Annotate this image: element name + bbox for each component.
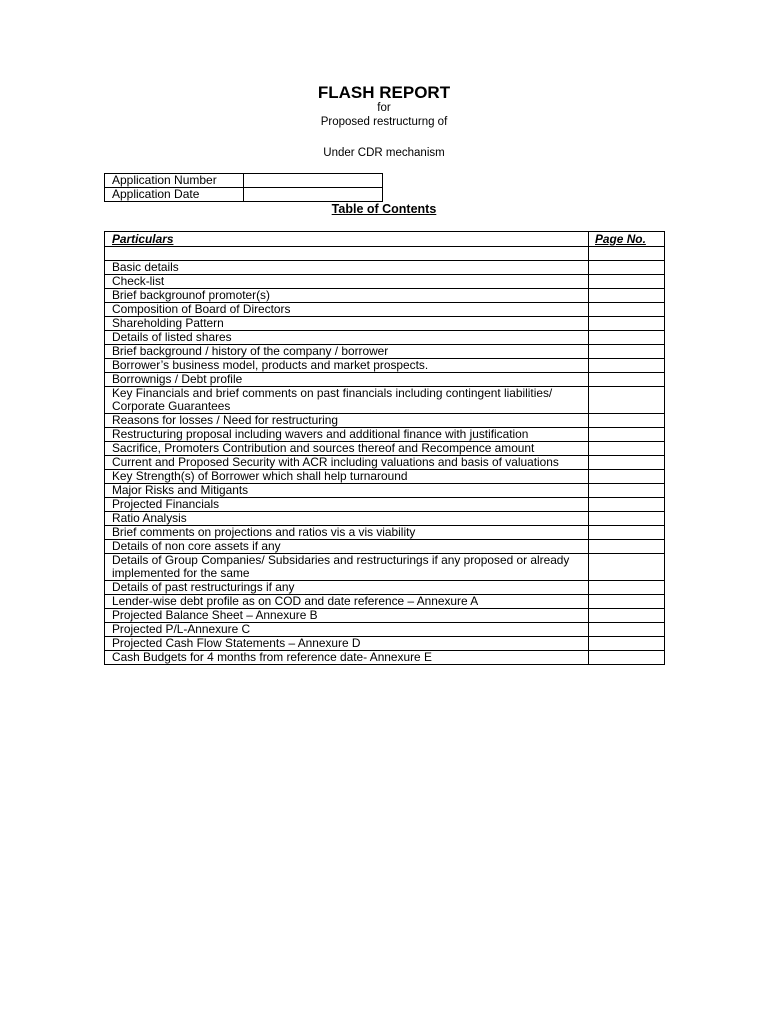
toc-item: Brief background / history of the company / borrower bbox=[105, 345, 589, 359]
subtitle-for: for bbox=[377, 102, 391, 114]
toc-item: Shareholding Pattern bbox=[105, 317, 589, 331]
toc-item: Key Financials and brief comments on past financials including contingent liabilities/ Corporate Guarantees bbox=[105, 387, 589, 414]
toc-row bbox=[105, 317, 665, 331]
toc-page-no bbox=[589, 595, 665, 609]
toc-item: Details of Group Companies/ Subsidaries and restructurings if any proposed or already implemented for the same bbox=[105, 554, 589, 581]
application-date-row bbox=[105, 188, 383, 202]
toc-header-row bbox=[105, 232, 665, 247]
page-no-header: Page No. bbox=[589, 232, 665, 247]
toc-page-no bbox=[589, 554, 665, 581]
toc-item: Brief comments on projections and ratios vis a vis viability bbox=[105, 526, 589, 540]
toc-row bbox=[105, 484, 665, 498]
toc-item: Lender-wise debt profile as on COD and date reference – Annexure A bbox=[105, 595, 589, 609]
toc-page-no bbox=[589, 331, 665, 345]
toc-page-no bbox=[589, 359, 665, 373]
toc-item: Borrownigs / Debt profile bbox=[105, 373, 589, 387]
toc-page-no bbox=[589, 261, 665, 275]
subtitle-proposed: Proposed restructurng of bbox=[320, 116, 448, 128]
toc-row bbox=[105, 456, 665, 470]
toc-item: Sacrifice, Promoters Contribution and sources thereof and Recompence amount bbox=[105, 442, 589, 456]
toc-row bbox=[105, 373, 665, 387]
toc-item: Check-list bbox=[105, 275, 589, 289]
toc-row bbox=[105, 331, 665, 345]
toc-item: Reasons for losses / Need for restructuring bbox=[105, 414, 589, 428]
toc-item: Projected P/L-Annexure C bbox=[105, 623, 589, 637]
toc-item: Basic details bbox=[105, 261, 589, 275]
toc-page-no bbox=[589, 442, 665, 456]
toc-row bbox=[105, 345, 665, 359]
toc-item: Projected Cash Flow Statements – Annexure D bbox=[105, 637, 589, 651]
toc-page-no bbox=[589, 651, 665, 665]
application-number-value[interactable] bbox=[244, 174, 383, 188]
toc-row bbox=[105, 428, 665, 442]
blank-cell bbox=[105, 247, 589, 261]
toc-page-no bbox=[589, 470, 665, 484]
toc-page-no bbox=[589, 512, 665, 526]
toc-item: Projected Financials bbox=[105, 498, 589, 512]
application-number-row bbox=[105, 174, 383, 188]
toc-page-no bbox=[589, 456, 665, 470]
toc-row bbox=[105, 581, 665, 595]
toc-item: Projected Balance Sheet – Annexure B bbox=[105, 609, 589, 623]
toc-item: Borrower’s business model, products and market prospects. bbox=[105, 359, 589, 373]
particulars-header: Particulars bbox=[105, 232, 589, 247]
toc-row bbox=[105, 540, 665, 554]
toc-page-no bbox=[589, 428, 665, 442]
toc-item: Ratio Analysis bbox=[105, 512, 589, 526]
toc-row bbox=[105, 623, 665, 637]
application-date-value[interactable] bbox=[244, 188, 383, 202]
toc-row bbox=[105, 637, 665, 651]
toc-row bbox=[105, 414, 665, 428]
toc-row bbox=[105, 261, 665, 275]
toc-item: Details of non core assets if any bbox=[105, 540, 589, 554]
toc-page-no bbox=[589, 345, 665, 359]
toc-item: Cash Budgets for 4 months from reference date- Annexure E bbox=[105, 651, 589, 665]
toc-blank-row bbox=[105, 247, 665, 261]
toc-page-no bbox=[589, 373, 665, 387]
report-title: FLASH REPORT bbox=[317, 83, 451, 102]
toc-row bbox=[105, 609, 665, 623]
toc-row bbox=[105, 512, 665, 526]
toc-page-no bbox=[589, 317, 665, 331]
toc-heading bbox=[0, 202, 768, 217]
toc-table bbox=[104, 231, 665, 665]
blank-page-cell bbox=[589, 247, 665, 261]
toc-page-no bbox=[589, 526, 665, 540]
toc-page-no bbox=[589, 581, 665, 595]
toc-item: Brief backgrounof promoter(s) bbox=[105, 289, 589, 303]
toc-page-no bbox=[589, 387, 665, 414]
toc-item: Major Risks and Mitigants bbox=[105, 484, 589, 498]
toc-row bbox=[105, 526, 665, 540]
toc-page-no bbox=[589, 484, 665, 498]
toc-page-no bbox=[589, 289, 665, 303]
toc-row bbox=[105, 387, 665, 414]
toc-item: Details of past restructurings if any bbox=[105, 581, 589, 595]
toc-page-no bbox=[589, 275, 665, 289]
toc-heading-text: Table of Contents bbox=[331, 202, 437, 216]
toc-row bbox=[105, 554, 665, 581]
toc-row bbox=[105, 470, 665, 484]
toc-row bbox=[105, 651, 665, 665]
toc-page-no bbox=[589, 540, 665, 554]
toc-item: Current and Proposed Security with ACR including valuations and basis of valuations bbox=[105, 456, 589, 470]
toc-page-no bbox=[589, 498, 665, 512]
toc-page-no bbox=[589, 303, 665, 317]
toc-row bbox=[105, 289, 665, 303]
toc-row bbox=[105, 498, 665, 512]
toc-row bbox=[105, 595, 665, 609]
toc-row bbox=[105, 359, 665, 373]
toc-page-no bbox=[589, 414, 665, 428]
toc-item: Key Strength(s) of Borrower which shall help turnaround bbox=[105, 470, 589, 484]
toc-item: Restructuring proposal including wavers and additional finance with justification bbox=[105, 428, 589, 442]
application-number-label: Application Number bbox=[105, 174, 244, 188]
toc-row bbox=[105, 275, 665, 289]
toc-page-no bbox=[589, 623, 665, 637]
toc-page-no bbox=[589, 609, 665, 623]
toc-item: Details of listed shares bbox=[105, 331, 589, 345]
toc-row bbox=[105, 442, 665, 456]
application-table bbox=[104, 173, 383, 202]
application-date-label: Application Date bbox=[105, 188, 244, 202]
toc-row bbox=[105, 303, 665, 317]
toc-item: Composition of Board of Directors bbox=[105, 303, 589, 317]
subtitle-mechanism: Under CDR mechanism bbox=[323, 147, 445, 159]
toc-page-no bbox=[589, 637, 665, 651]
